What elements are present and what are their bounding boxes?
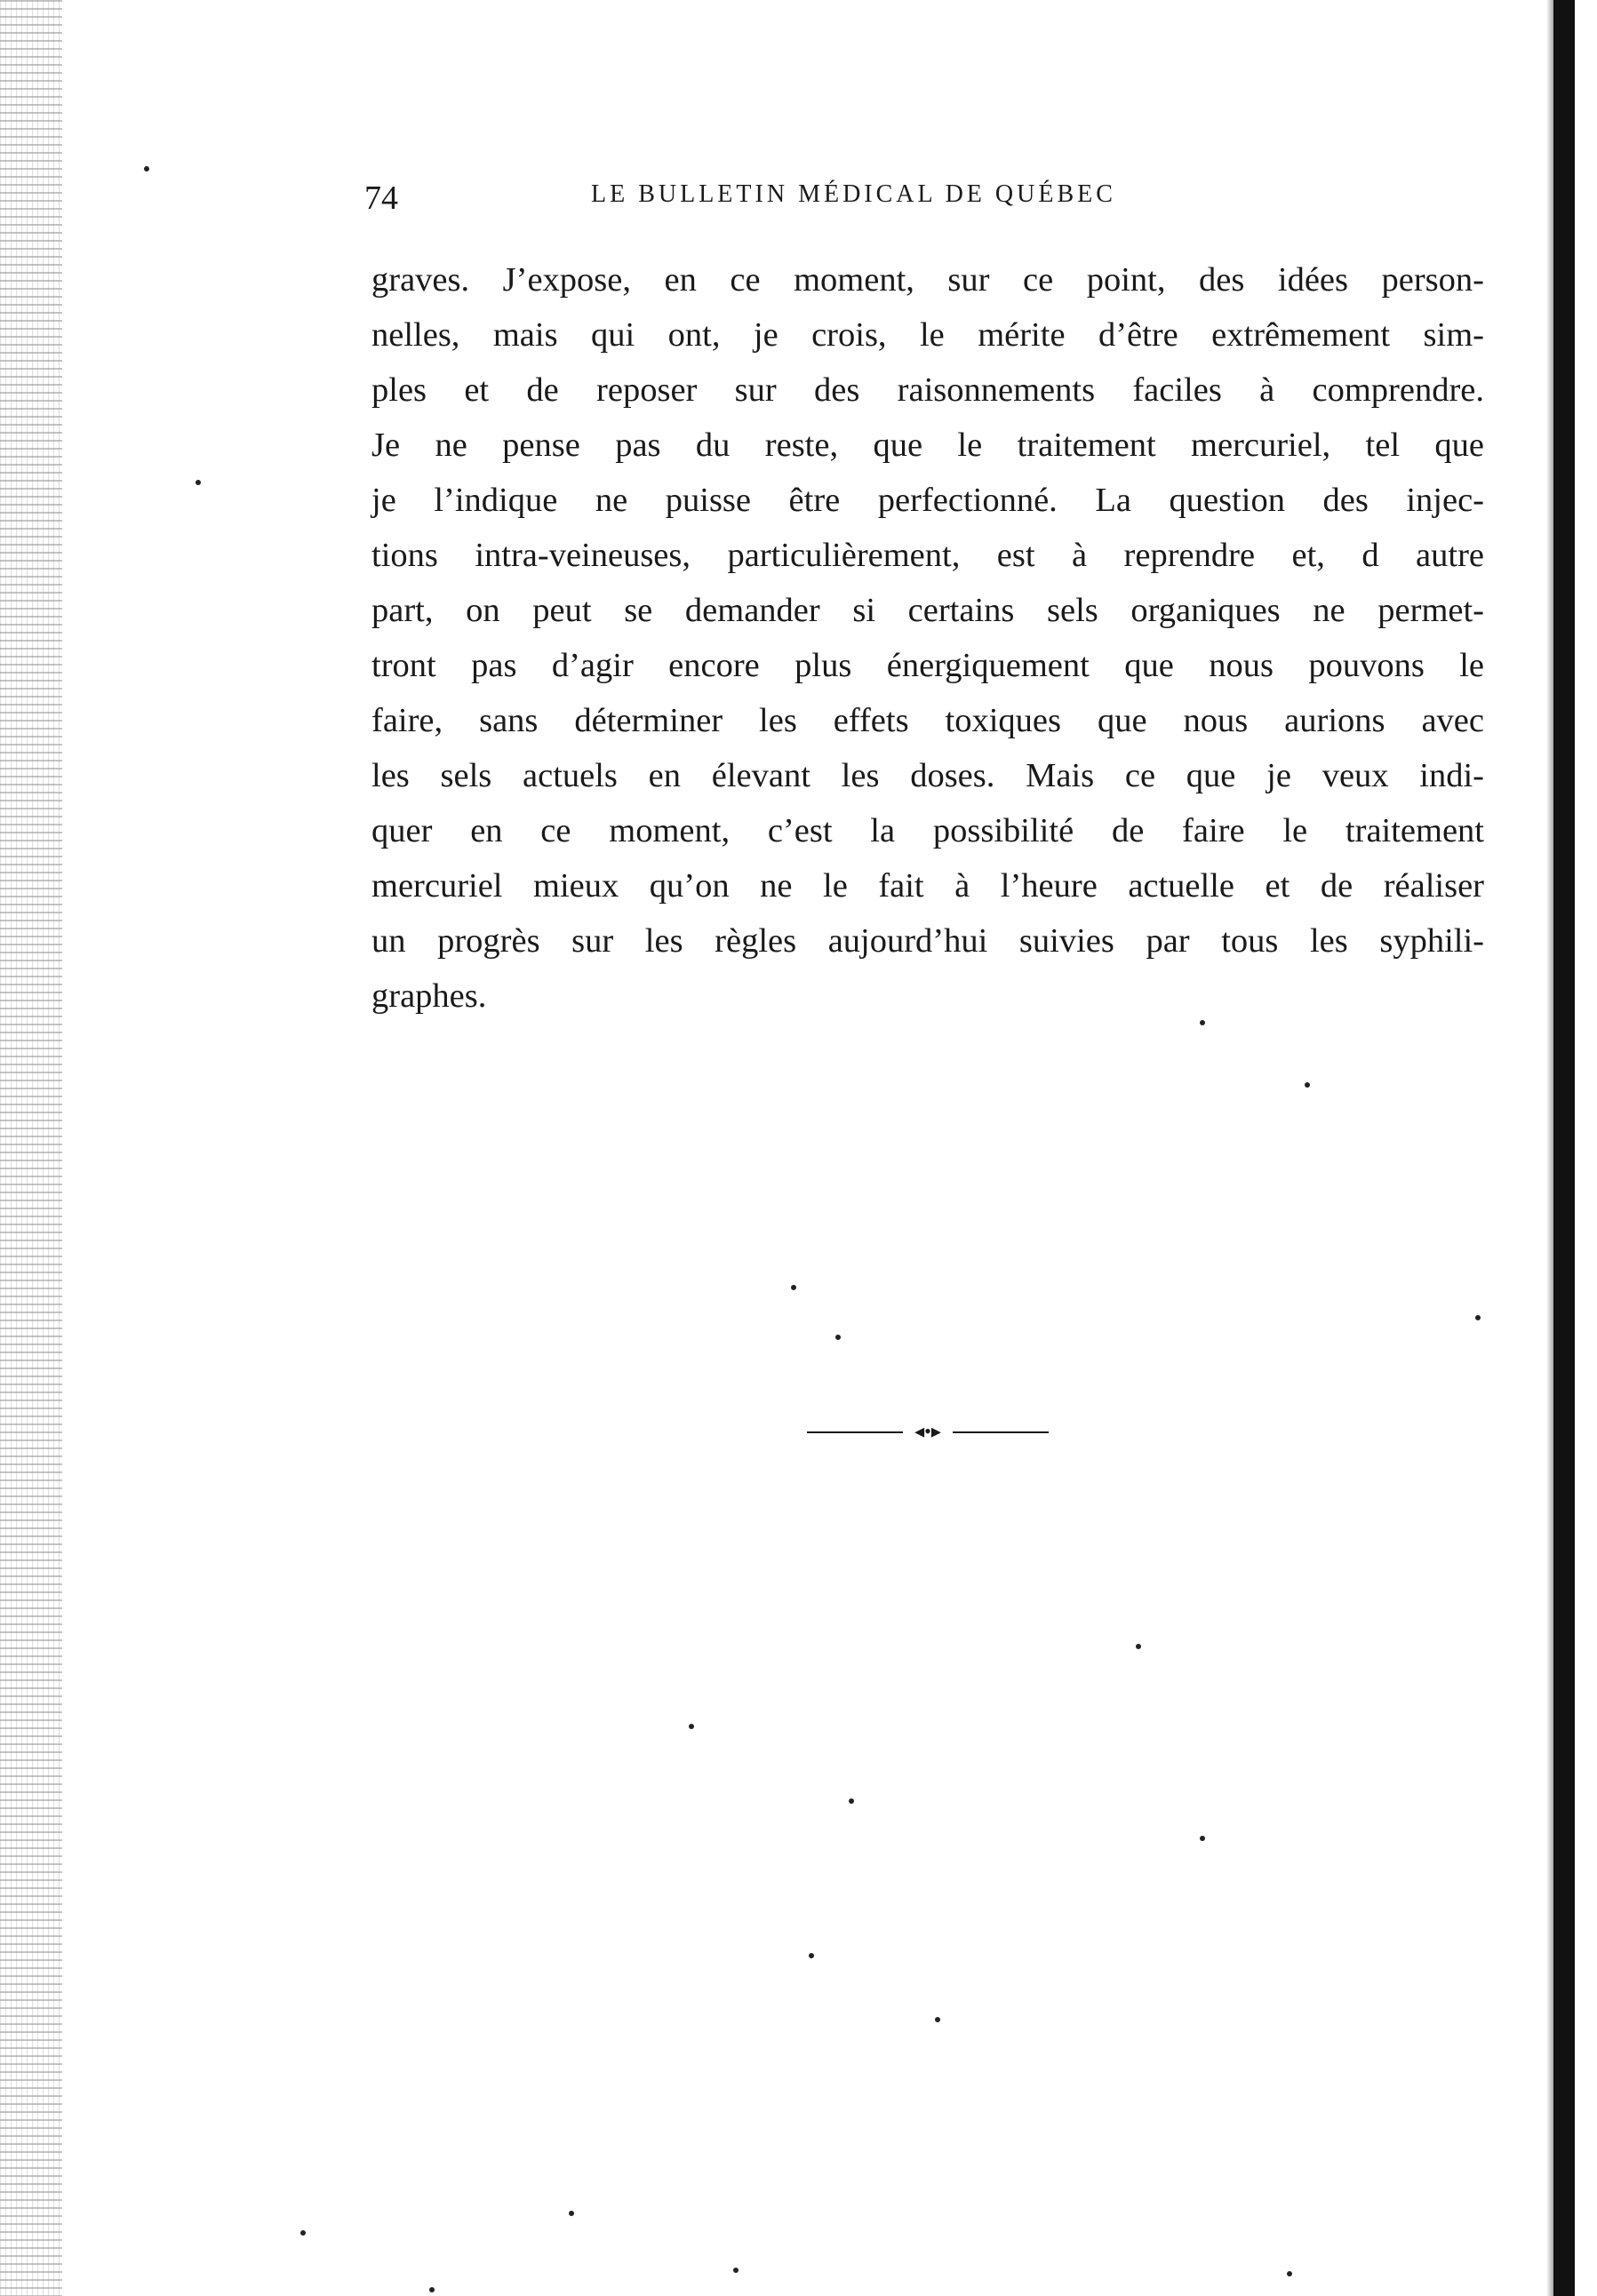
right-edge-shadow: [1546, 0, 1553, 2296]
text-line: quer en ce moment, c’est la possibilité de faire le traitement: [371, 812, 1484, 849]
text-line: tront pas d’agir encore plus énergiquement que nous pouvons le: [371, 647, 1484, 684]
scan-speck: [1200, 1020, 1205, 1025]
text-line: les sels actuels en élevant les doses. Mais ce que je veux indi-: [371, 757, 1484, 794]
text-line: part, on peut se demander si certains sels organiques ne permet-: [371, 592, 1484, 629]
scan-speck: [196, 480, 201, 485]
end-ornament: [807, 1420, 1049, 1442]
ornament-rule-right: [953, 1431, 1049, 1433]
text-line: un progrès sur les règles aujourd’hui suivies par tous les syphili-: [371, 922, 1484, 960]
journal-title: LE BULLETIN MÉDICAL DE QUÉBEC: [591, 180, 1116, 208]
scan-speck: [809, 1953, 814, 1958]
scan-speck: [733, 2268, 739, 2273]
scan-speck: [1200, 1836, 1205, 1841]
page-number: 74: [364, 179, 398, 217]
running-header: [364, 173, 1218, 227]
left-binding-edge: [0, 0, 62, 2296]
scan-speck: [429, 2287, 435, 2292]
scan-speck: [849, 1798, 854, 1804]
text-line: nelles, mais qui ont, je crois, le mérite d’être extrêmement sim-: [371, 316, 1484, 354]
scan-speck: [689, 1724, 694, 1729]
scan-speck: [1287, 2271, 1292, 2276]
text-line: graves. J’expose, en ce moment, sur ce point, des idées person-: [371, 261, 1484, 299]
scan-speck: [791, 1285, 796, 1290]
right-binding-edge: [1553, 0, 1575, 2296]
text-line: Je ne pense pas du reste, que le traitement mercuriel, tel que: [371, 427, 1484, 464]
ornament-mark: ◂•▸: [914, 1420, 941, 1442]
scan-speck: [144, 166, 149, 171]
scan-speck: [300, 2230, 306, 2236]
scan-speck: [935, 2017, 940, 2022]
text-line: ples et de reposer sur des raisonnements faciles à comprendre.: [371, 371, 1484, 409]
scan-speck: [1305, 1082, 1310, 1088]
text-line: mercuriel mieux qu’on ne le fait à l’heure actuelle et de réaliser: [371, 867, 1484, 905]
text-line: graphes.: [371, 977, 487, 1015]
scan-speck: [1136, 1644, 1141, 1649]
text-line: faire, sans déterminer les effets toxiques que nous aurions avec: [371, 702, 1484, 739]
text-line: je l’indique ne puisse être perfectionné. La question des injec-: [371, 482, 1484, 519]
scan-speck: [569, 2211, 574, 2216]
scan-speck: [835, 1335, 841, 1340]
ornament-rule-left: [807, 1431, 903, 1433]
body-paragraph: [371, 252, 1484, 1024]
text-line: tions intra-veineuses, particulièrement, est à reprendre et, d autre: [371, 537, 1484, 574]
scan-speck: [1475, 1315, 1481, 1320]
